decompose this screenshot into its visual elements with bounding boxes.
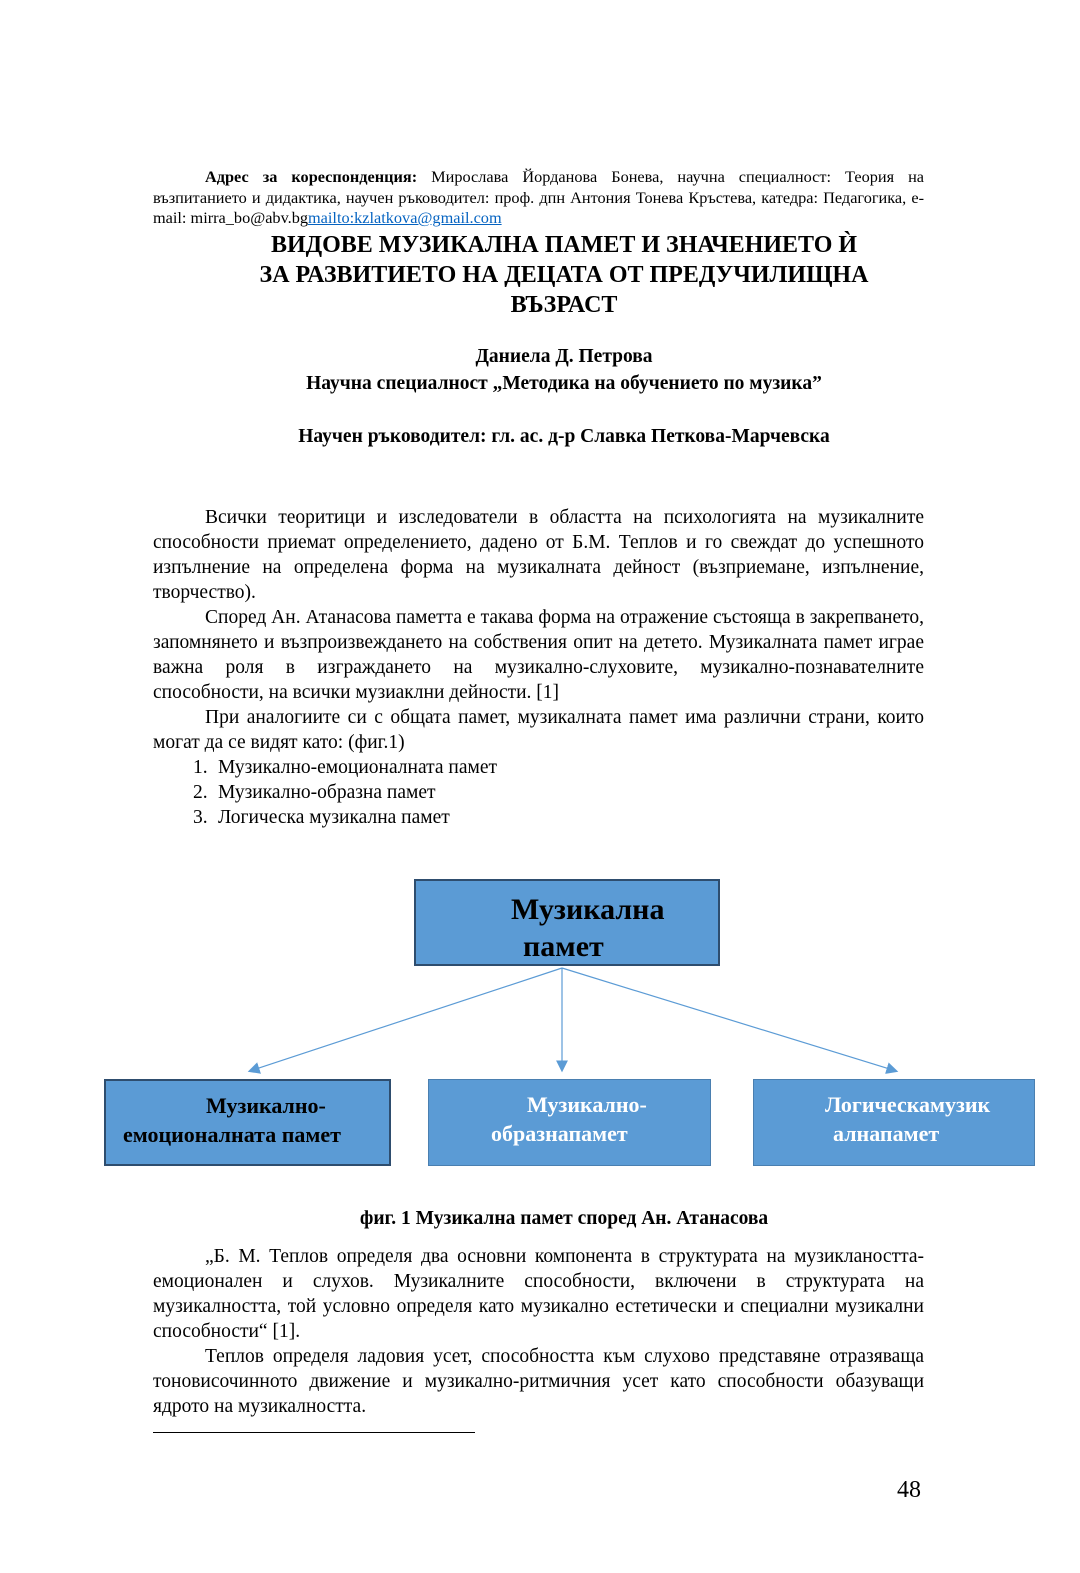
author-name: Даниела Д. Петрова xyxy=(475,346,653,367)
box-emotional-memory: Музикално- емоционалната памет xyxy=(104,1079,391,1166)
list-item: 3. Логическа музикална памет xyxy=(193,807,450,828)
arrow-left xyxy=(250,968,562,1071)
title-line: ЗА РАЗВИТИЕТО НА ДЕЦАТА ОТ ПРЕДУЧИЛИЩНА xyxy=(259,262,869,288)
figure-caption: фиг. 1 Музикална памет според Ан. Атанасова xyxy=(359,1208,769,1229)
supervisor: Научен ръководител: гл. ас. д-р Славка Петкова-Марчевска xyxy=(298,426,830,447)
paragraph: Всички теоритици и изследователи в областта на психологията на музикалните способности приемат определението, дадено от Б.М. Теплов и го свеждат до успешното изпълнение на определена форма на музикалната дейност (възприемане, изпълнение, творчество). xyxy=(153,507,924,603)
title-line: ВИДОВЕ МУЗИКАЛНА ПАМЕТ И ЗНАЧЕНИЕТО Ѝ xyxy=(270,232,858,258)
list-item: 1. Музикално-емоционалната памет xyxy=(193,757,497,778)
paragraph: „Б. М. Теплов определя два основни компонента в структурата на музиклаността- емоционален и слухов. Музикалните способности, включени в структурата на музикалността, той условно определя като музикално естетически и специални музикални способности“ [1]. xyxy=(153,1246,924,1342)
author-specialty: Научна специалност „Методика на обучението по музика” xyxy=(306,373,822,394)
arrow-right xyxy=(562,968,896,1071)
page-number: 48 xyxy=(897,1477,921,1503)
box-image-memory: Музикално- образнапамет xyxy=(428,1079,711,1166)
address-text: Мирослава Йорданова Бонева, научна специалност: Теория на възпитанието и дидактика, научен ръководител: проф. дпн Антония Тонева Кръстева, катедра: Педагогика, e-mail: mirra_bo@abv.bg xyxy=(153,167,925,228)
footnote-separator xyxy=(153,1432,475,1433)
title-line: ВЪЗРАСТ xyxy=(510,292,618,318)
address-label: Адрес за кореспонденция: xyxy=(205,167,418,186)
root-box-musical-memory: Музикална памет xyxy=(414,879,720,966)
paragraph: Според Ан. Атанасова паметта е такава форма на отражение състояща в закрепването, запомнянето и възпроизвеждането на собствения опит на детето. Музикалната памет играе важна роля в изграждането на музикално-слуховите, музикално-познавателните способности, на всички музиаклни дейности. [1] xyxy=(153,607,924,703)
email-link[interactable]: mailto:kzlatkova@gmail.com xyxy=(308,208,502,228)
paragraph: Теплов определя ладовия усет, способността към слухово представяне отразяваща тоновисочинното движение и музикално-ритмичния усет като способности обазуващи ядрото на музикалността. xyxy=(153,1346,924,1417)
box-logical-memory: Логическамузик алнапамет xyxy=(753,1079,1035,1166)
paragraph: При аналогиите си с общата памет, музикалната памет има различни страни, които могат да се видят като: (фиг.1) xyxy=(153,707,924,753)
list-item: 2. Музикално-образна памет xyxy=(193,782,436,803)
body-text-2 xyxy=(153,1244,924,1419)
